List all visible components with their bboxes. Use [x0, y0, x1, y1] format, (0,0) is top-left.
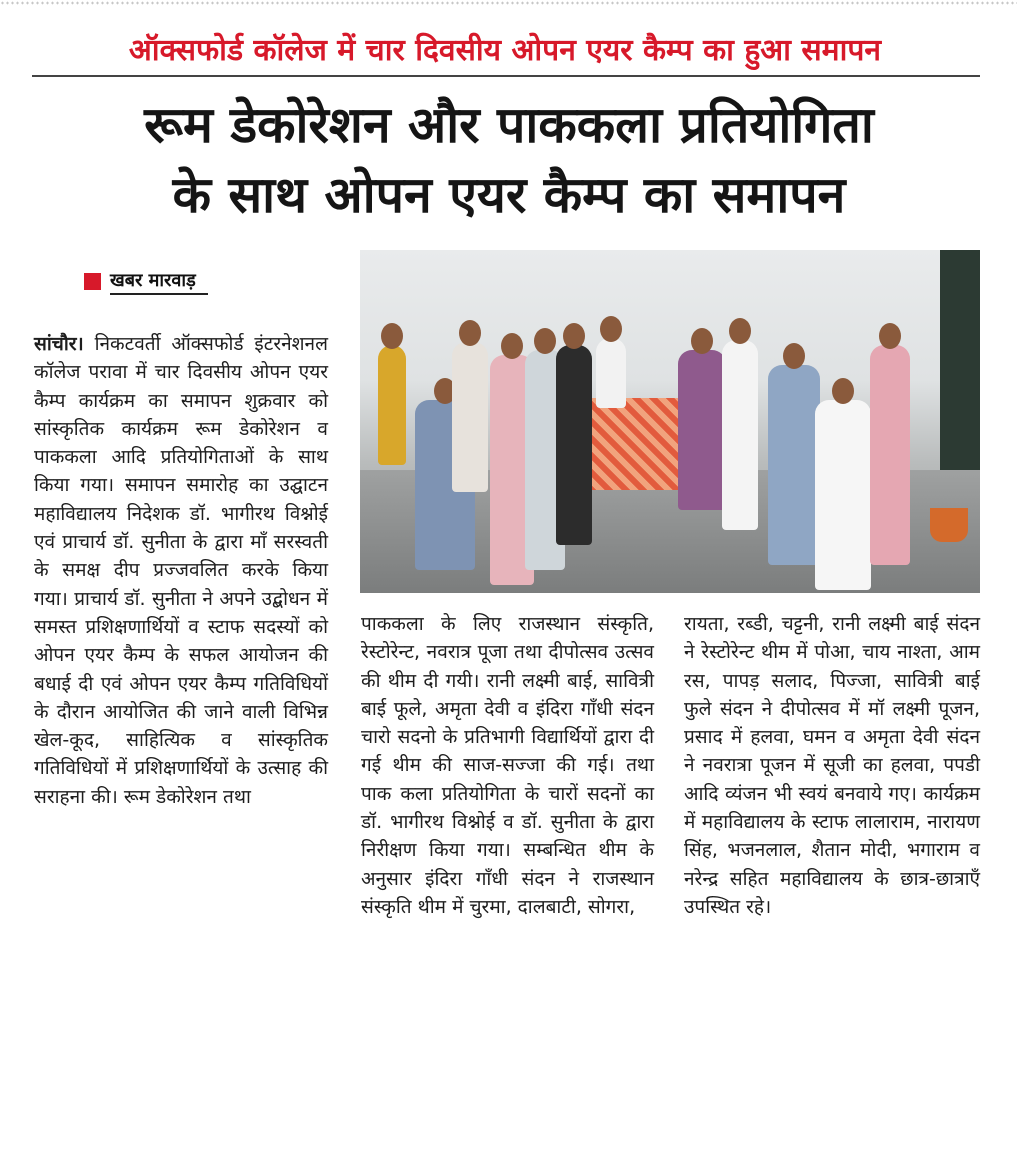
article-column-3: [684, 610, 980, 921]
top-dotted-rule: [0, 0, 1017, 6]
column-2-text: पाककला के लिए राजस्थान संस्कृति, रेस्टोरेन्ट, नवरात्र पूजा तथा दीपोत्सव उत्सव की थीम दी गयी। रानी लक्ष्मी बाई, सावित्री बाई फूले, अमृता देवी व इंदिरा गाँधी संदन चारो सदनो के प्रतिभागी विद्यार्थियों द्वारा दी गई थीम की साज-सज्जा की गई। तथा पाक कला प्रतियोगिता के चारों सदनों का डॉ. भागीरथ विश्नोई व डॉ. सुनीता के द्वारा निरीक्षण किया गया। सम्बन्धित थीम के अनुसार इंदिरा गाँधी संदन ने राजस्थान संस्कृति थीम में चुरमा, दालबाटी, सोगरा,: [361, 613, 654, 918]
photo-person: [768, 365, 820, 565]
column-1-text: निकटवर्ती ऑक्सफोर्ड इंटरनेशनल कॉलेज परावा में चार दिवसीय ओपन एयर कैम्प कार्यक्रम का समापन शुक्रवार को सांस्कृतिक कार्यक्रम रूम डेकोरेशन व पाककला आदि प्रतियोगिताओं के साथ किया गया। समापन समारोह का उद्घाटन महाविद्यालय निदेशक डॉ. भागीरथ विश्नोई एवं प्राचार्य डॉ. सुनीता के द्वारा माँ सरस्वती के समक्ष दीप प्रज्जवलित करके किया गया। प्राचार्य डॉ. सुनीता ने अपने उद्बोधन में समस्त प्रशिक्षणार्थियों व स्टाफ सदस्यों को ओपन एयर कैम्प के सफल आयोजन की बधाई दी एवं ओपन एयर कैम्प गतिविधियों के दौरान आयोजित की जाने वाली विभिन्न खेल-कूद, साहित्यिक व सांस्कृतिक गतिविधियों में प्रशिक्षणार्थियों के उत्साह की सराहना की। रूम डेकोरेशन तथा: [34, 333, 328, 808]
photo-person: [870, 345, 910, 565]
article-column-2: [361, 610, 654, 921]
photo-person: [596, 338, 626, 408]
kicker-rule: [32, 75, 980, 77]
byline-text: खबर मारवाड़: [110, 268, 208, 295]
main-headline: [24, 90, 994, 230]
headline-line-1: रूम डेकोरेशन और पाककला प्रतियोगिता: [144, 96, 874, 154]
photo-person: [678, 350, 726, 510]
column-3-text: रायता, रब्डी, चट्टनी, रानी लक्ष्मी बाई संदन ने रेस्टोरेन्ट थीम में पोआ, चाय नाश्ता, आम रस, पापड़ सलाद, पिज्जा, सावित्री बाई फुले संदन ने दीपोत्सव में मॉ लक्ष्मी पूजन, प्रसाद में हलवा, घमन व अमृता देवी संदन ने नवरात्रा पूजन में सूजी का हलवा, पपडी आदि व्यंजन भी स्वयं बनवाये गए। कार्यक्रम में महाविद्यालय के स्टाफ लालाराम, नारायण सिंह, भजनलाल, शैतान मोदी, भगाराम व नरेन्द्र सहित महाविद्यालय के छात्र-छात्राएँ उपस्थित रहे।: [684, 613, 980, 918]
kicker-headline: ऑक्सफोर्ड कॉलेज में चार दिवसीय ओपन एयर कैम्प का हुआ समापन: [128, 33, 882, 68]
event-photo: [360, 250, 980, 593]
article-column-1: [34, 330, 328, 811]
byline-marker: [84, 273, 101, 290]
byline: [84, 268, 208, 294]
dateline: सांचौर।: [34, 333, 84, 355]
headline-line-2: के साथ ओपन एयर कैम्प का समापन: [172, 166, 846, 224]
photo-person: [556, 345, 592, 545]
photo-flower-pot: [930, 508, 968, 542]
photo-person: [378, 345, 406, 465]
photo-person: [452, 342, 488, 492]
photo-person: [722, 340, 758, 530]
photo-person: [815, 400, 871, 590]
